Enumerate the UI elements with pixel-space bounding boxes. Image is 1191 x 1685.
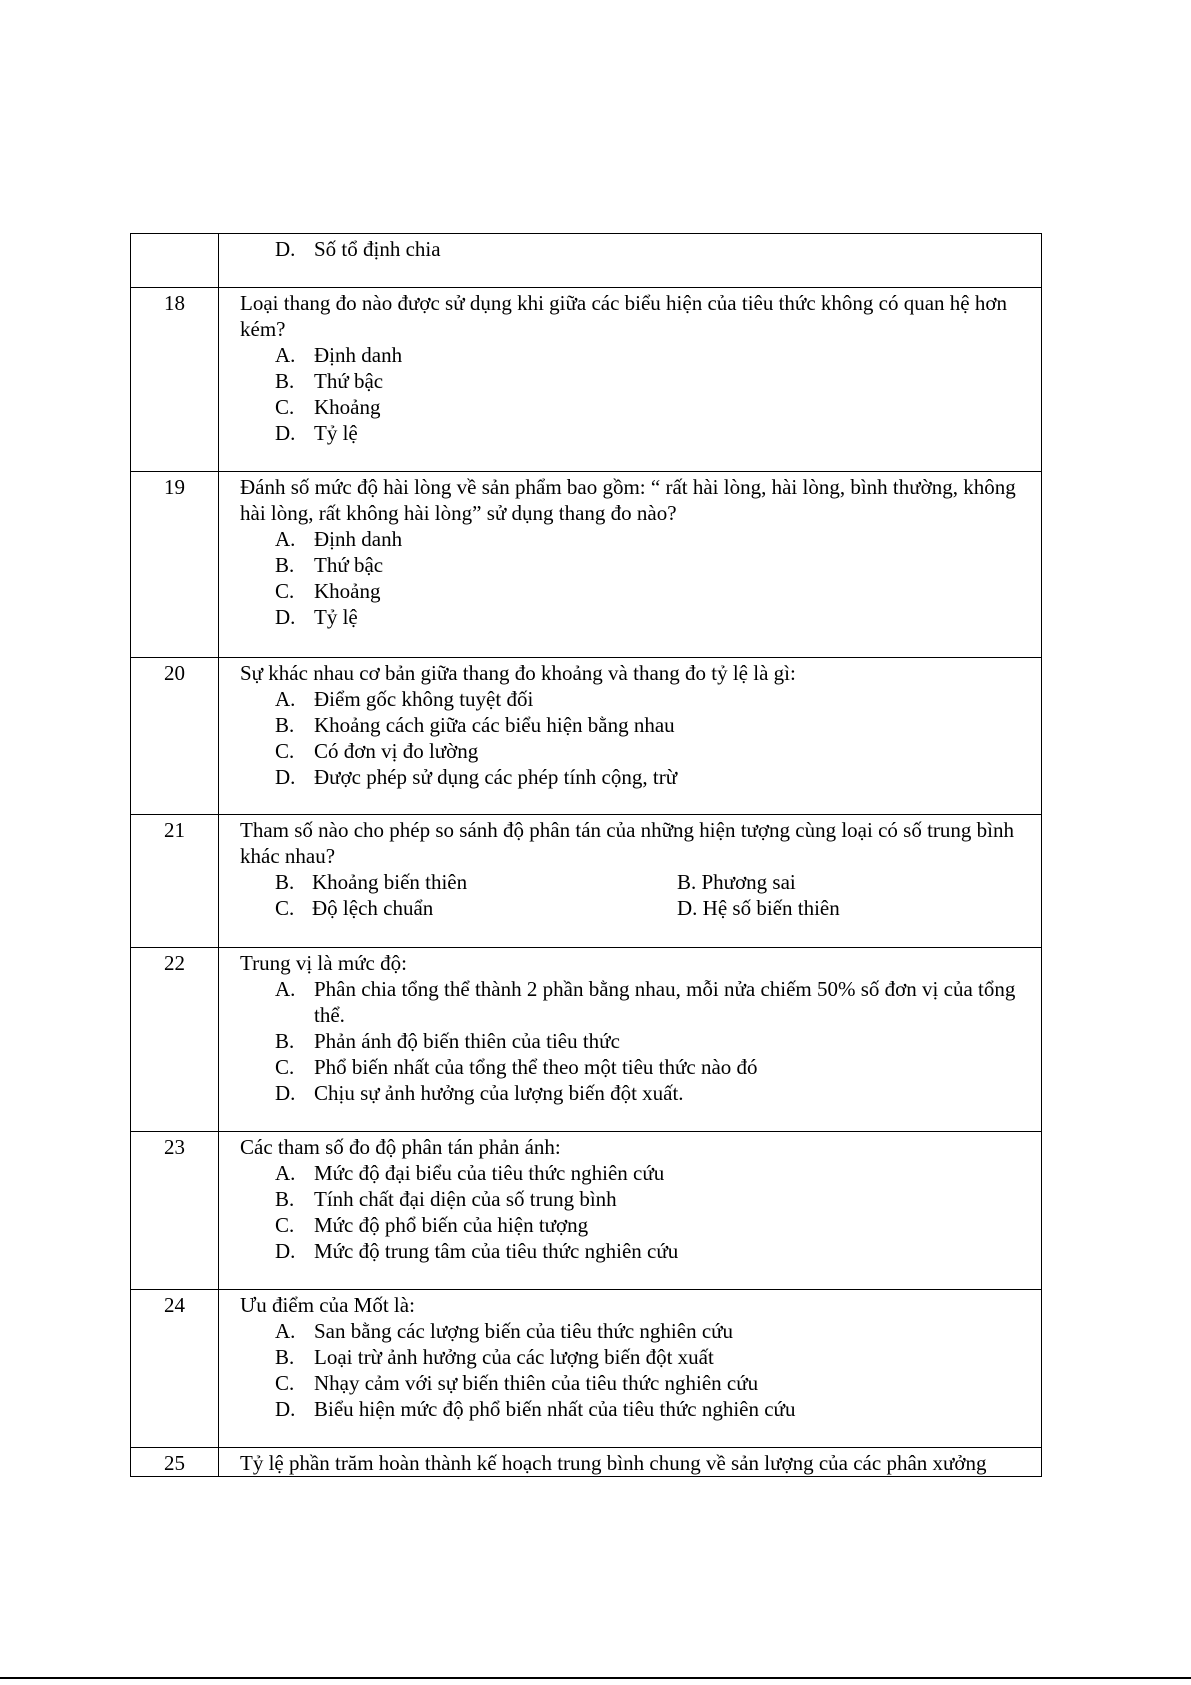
answer-option: C. Mức độ phổ biến của hiện tượng bbox=[275, 1213, 589, 1237]
table-row bbox=[131, 815, 1042, 948]
answer-option: A. Điểm gốc không tuyệt đối bbox=[275, 687, 534, 711]
answer-option: D. Chịu sự ảnh hưởng của lượng biến đột xuất. bbox=[275, 1081, 684, 1105]
question-text: Các tham số đo độ phân tán phản ánh: bbox=[240, 1135, 561, 1159]
question-number: 22 bbox=[131, 948, 219, 1132]
answer-options-two-column bbox=[240, 869, 1031, 921]
page-bottom-rule bbox=[0, 1677, 1191, 1679]
table-row bbox=[131, 472, 1042, 658]
question-number: 23 bbox=[131, 1132, 219, 1290]
question-text: Tỷ lệ phần trăm hoàn thành kế hoạch trung bình chung về sản lượng của các phân xưởng bbox=[240, 1451, 987, 1475]
question-text: Tham số nào cho phép so sánh độ phân tán của những hiện tượng cùng loại có số trung bình khác nhau? bbox=[240, 818, 1014, 868]
answer-option: A. San bằng các lượng biến của tiêu thức nghiên cứu bbox=[275, 1319, 734, 1343]
answer-option: B. Thứ bậc bbox=[275, 369, 384, 393]
answer-option: B. Loại trừ ảnh hưởng của các lượng biến đột xuất bbox=[275, 1345, 714, 1369]
table-row bbox=[131, 1448, 1042, 1477]
answer-option: A. Định danh bbox=[275, 527, 403, 551]
answer-option: B. Khoảng cách giữa các biểu hiện bằng nhau bbox=[275, 713, 675, 737]
answer-option: D. Biểu hiện mức độ phổ biến nhất của tiêu thức nghiên cứu bbox=[275, 1397, 796, 1421]
answer-option: D. Được phép sử dụng các phép tính cộng, trừ bbox=[275, 765, 678, 789]
question-table bbox=[130, 233, 1042, 1477]
question-number: 25 bbox=[131, 1448, 219, 1477]
question-cell bbox=[219, 658, 1042, 815]
answer-option: A. Định danh bbox=[275, 343, 403, 367]
answer-option: C. Nhạy cảm với sự biến thiên của tiêu thức nghiên cứu bbox=[275, 1371, 759, 1395]
question-cell bbox=[219, 288, 1042, 472]
answer-option: A. Phân chia tổng thể thành 2 phần bằng nhau, mỗi nửa chiếm 50% số đơn vị của tổng thể. bbox=[275, 977, 1016, 1027]
answer-option: B. Khoảng biến thiên bbox=[275, 870, 468, 894]
question-cell bbox=[219, 1132, 1042, 1290]
answer-option: C. Có đơn vị đo lường bbox=[275, 739, 479, 763]
answer-option: D. Hệ số biến thiên bbox=[677, 896, 840, 920]
table-row bbox=[131, 948, 1042, 1132]
question-number: 18 bbox=[131, 288, 219, 472]
question-number: 24 bbox=[131, 1290, 219, 1448]
question-number bbox=[131, 234, 219, 288]
question-cell bbox=[219, 948, 1042, 1132]
question-number: 21 bbox=[131, 815, 219, 948]
question-text: Loại thang đo nào được sử dụng khi giữa các biểu hiện của tiêu thức không có quan hệ hơn kém? bbox=[240, 291, 1007, 341]
question-cell bbox=[219, 1290, 1042, 1448]
table-row bbox=[131, 1132, 1042, 1290]
question-cell bbox=[219, 234, 1042, 288]
answer-option: B. Tính chất đại diện của số trung bình bbox=[275, 1187, 617, 1211]
answer-option: C. Khoảng bbox=[275, 579, 381, 603]
answer-option: D. Tỷ lệ bbox=[275, 421, 358, 445]
answer-option: C. Độ lệch chuẩn bbox=[275, 896, 434, 920]
answer-option: D. Mức độ trung tâm của tiêu thức nghiên cứu bbox=[275, 1239, 679, 1263]
answer-option: D. Tỷ lệ bbox=[275, 605, 358, 629]
question-number: 19 bbox=[131, 472, 219, 658]
table-row bbox=[131, 234, 1042, 288]
question-cell bbox=[219, 472, 1042, 658]
answer-option: B. Thứ bậc bbox=[275, 553, 384, 577]
table-row bbox=[131, 1290, 1042, 1448]
question-number: 20 bbox=[131, 658, 219, 815]
question-cell bbox=[219, 1448, 1042, 1477]
question-text: Sự khác nhau cơ bản giữa thang đo khoảng và thang đo tỷ lệ là gì: bbox=[240, 661, 796, 685]
answer-option: D. Số tổ định chia bbox=[275, 237, 441, 261]
answer-option: B. Phản ánh độ biến thiên của tiêu thức bbox=[275, 1029, 620, 1053]
question-text: Đánh số mức độ hài lòng về sản phẩm bao gồm: “ rất hài lòng, hài lòng, bình thường, không hài lòng, rất không hài lòng” sử dụng thang đo nào? bbox=[240, 475, 1016, 525]
answer-option: C. Phổ biến nhất của tổng thể theo một tiêu thức nào đó bbox=[275, 1055, 758, 1079]
answer-option: A. Mức độ đại biểu của tiêu thức nghiên cứu bbox=[275, 1161, 665, 1185]
table-row bbox=[131, 288, 1042, 472]
question-cell bbox=[219, 815, 1042, 948]
question-text: Ưu điểm của Mốt là: bbox=[240, 1293, 415, 1317]
answer-option: C. Khoảng bbox=[275, 395, 381, 419]
answer-option: B. Phương sai bbox=[677, 870, 796, 894]
table-row bbox=[131, 658, 1042, 815]
question-text: Trung vị là mức độ: bbox=[240, 951, 407, 975]
